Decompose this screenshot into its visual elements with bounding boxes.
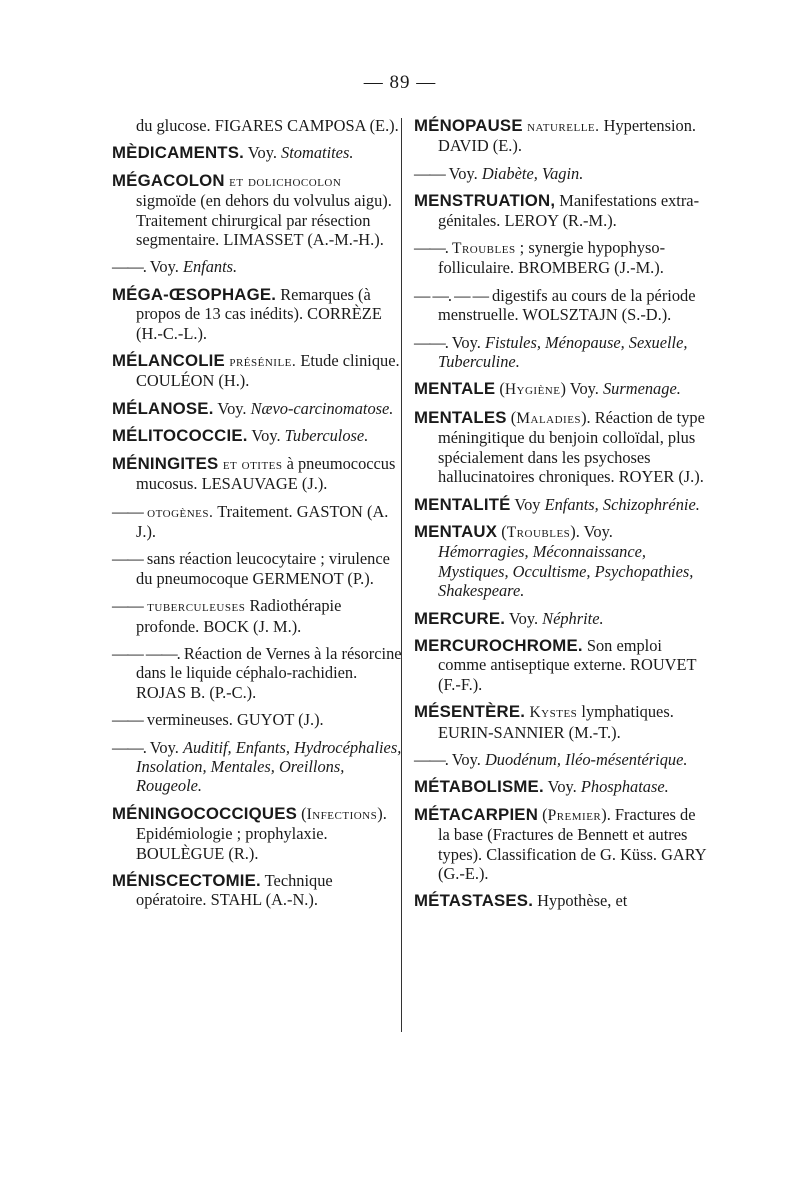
entry-text: ). Epidémiologie ; prophylaxie. BOULÈGUE (R.). xyxy=(136,803,387,863)
index-entry xyxy=(112,399,404,418)
index-entry xyxy=(112,116,404,135)
entry-smallcaps: Troubles xyxy=(506,523,571,541)
index-entry xyxy=(414,191,706,230)
index-entry xyxy=(414,379,706,399)
index-entry xyxy=(414,116,706,156)
index-entry xyxy=(112,143,404,162)
entry-text: Voy. xyxy=(145,257,183,277)
entry-text: Remarques (à propos de 13 cas inédits). CORRÈZE (H.-C.-L.). xyxy=(136,284,382,343)
entry-text: Technique opératoire. STAHL (A.-N.). xyxy=(136,871,333,910)
entry-reference: Nævo-carcinomatose. xyxy=(250,398,394,418)
entry-headword: MÉNINGITES xyxy=(112,453,219,473)
index-entry xyxy=(112,426,404,445)
entry-text: Voy. xyxy=(244,143,282,163)
index-entry xyxy=(414,891,706,910)
entry-smallcaps: tuberculeuses xyxy=(142,598,246,616)
index-entry xyxy=(414,333,706,372)
entry-text: Voy. xyxy=(145,737,183,757)
entry-text: vermineuses. GUYOT (J.). xyxy=(142,710,324,730)
entry-text: ). Fractures de la base (Fractures de Bennett et autres types). Classification de G. Küss. GARY (G.-E.). xyxy=(438,804,706,883)
entry-repeat-dash: —— xyxy=(414,163,445,183)
entry-text: Radiothérapie profonde. BOCK (J. M.). xyxy=(136,596,342,636)
entry-text: Son emploi comme antiseptique externe. ROUVET (F.-F.). xyxy=(438,635,697,694)
entry-headword: MERCUROCHROME. xyxy=(414,635,583,655)
entry-text: ( xyxy=(495,379,505,399)
entry-text: Traitement. GASTON (A. J.). xyxy=(136,501,389,541)
entry-text: digestifs au cours de la période menstruelle. WOLSZTAJN (S.-D.). xyxy=(438,285,696,325)
entry-headword: MÉGA-ŒSOPHAGE. xyxy=(112,284,277,304)
index-entry xyxy=(112,710,404,729)
entry-text: Voy. xyxy=(543,777,581,797)
entry-headword: MÉNISCECTOMIE. xyxy=(112,871,261,890)
entry-reference: Enfants. xyxy=(182,257,238,277)
entry-text: Manifestations extra-génitales. LEROY (R.-M.). xyxy=(438,191,700,230)
entry-smallcaps: Maladies xyxy=(516,409,582,427)
index-entry xyxy=(414,777,706,796)
entry-reference: Duodénum, Iléo-mésentérique. xyxy=(484,749,688,769)
index-entry xyxy=(112,738,404,796)
entry-headword: MENTAUX xyxy=(414,521,498,541)
entry-text: ). Voy. xyxy=(570,521,613,541)
entry-repeat-dash: ——. xyxy=(414,749,448,769)
entry-text: Hypertension. DAVID (E.). xyxy=(438,116,697,156)
entry-headword: MÉTABOLISME. xyxy=(414,777,544,797)
entry-headword: MÉTACARPIEN xyxy=(414,804,539,824)
entry-text: Voy. xyxy=(213,398,251,418)
entry-smallcaps: et otites xyxy=(218,455,283,473)
entry-text: sans réaction leucocytaire ; virulence du pneumocoque GERMENOT (P.). xyxy=(136,549,390,588)
entry-text: ( xyxy=(297,803,307,823)
index-entry xyxy=(414,238,706,278)
entry-text: Voy xyxy=(510,494,545,514)
index-entry xyxy=(112,804,404,863)
entry-headword: MÉLANOSE. xyxy=(112,398,214,418)
entry-text: Voy. xyxy=(447,332,485,352)
entry-headword: MENTALES xyxy=(414,407,507,427)
entry-text: Réaction de Vernes à la résorcine dans le liquide céphalo-rachidien. ROJAS B. (P.-C.). xyxy=(136,643,402,702)
entry-headword: MENTALE xyxy=(414,379,496,399)
entry-headword: MÉSENTÈRE. xyxy=(414,702,526,722)
index-entry xyxy=(112,871,404,910)
index-entry xyxy=(112,171,404,250)
entry-smallcaps: présénile. xyxy=(224,353,297,371)
entry-smallcaps: Kystes xyxy=(525,704,578,722)
entry-text: du glucose. FIGARES CAMPOSA (E.). xyxy=(136,116,399,135)
entry-headword: MÉTASTASES. xyxy=(414,891,534,911)
index-entry xyxy=(414,750,706,769)
index-entry xyxy=(414,805,706,884)
index-entry xyxy=(112,502,404,542)
entry-smallcaps: Hygiène xyxy=(504,381,561,399)
entry-reference: Hémorragies, Méconnaissance, Mystiques, Occultisme, Psychopathies, Shakespeare. xyxy=(438,542,694,601)
entry-smallcaps: Premier xyxy=(547,806,602,824)
entry-repeat-dash: ——. xyxy=(112,737,146,757)
entry-text: Voy. xyxy=(505,608,543,628)
entry-text: Voy. xyxy=(447,749,485,769)
left-column xyxy=(112,116,404,918)
index-entry xyxy=(414,702,706,742)
entry-reference: Phosphatase. xyxy=(580,777,669,797)
index-entry xyxy=(414,495,706,514)
entry-reference: Tuberculose. xyxy=(284,426,369,446)
entry-text: lymphatiques. EURIN-SANNIER (M.-T.). xyxy=(438,702,674,742)
entry-reference: Auditif, Enfants, Hydrocéphalies, Insolation, Mentales, Oreillons, Rougeole. xyxy=(136,737,402,796)
entry-text: Voy. xyxy=(247,426,285,446)
entry-text: Voy. xyxy=(444,163,482,183)
index-entry xyxy=(112,285,404,343)
entry-repeat-dash: —— xyxy=(112,710,143,730)
index-entry xyxy=(112,351,404,391)
entry-headword: MERCURE. xyxy=(414,608,506,628)
entry-text: ( xyxy=(497,521,507,541)
index-entry xyxy=(112,549,404,588)
entry-headword: MÉGACOLON xyxy=(112,170,225,190)
entry-repeat-dash: — —. — — xyxy=(414,285,488,305)
entry-headword: MENSTRUATION, xyxy=(414,191,556,211)
entry-repeat-dash: ——. xyxy=(112,257,146,277)
index-entry xyxy=(112,257,404,276)
entry-reference: Néphrite. xyxy=(542,608,604,628)
index-entry xyxy=(414,636,706,694)
entry-text: Etude clinique. COULÉON (H.). xyxy=(136,351,400,391)
index-entry xyxy=(414,522,706,601)
entry-reference: Fistules, Ménopause, Sexuelle, Tuberculine. xyxy=(438,332,688,372)
entry-headword: MÈDICAMENTS. xyxy=(112,143,244,163)
right-column xyxy=(414,116,706,919)
entry-text: ) Voy. xyxy=(560,379,603,399)
entry-text: sigmoïde (en dehors du volvulus aigu). Traitement chirurgical par résection segmentaire. LIMASSET (A.-M.-H.). xyxy=(136,191,392,250)
entry-headword: MÉLANCOLIE xyxy=(112,351,225,371)
entry-repeat-dash: ——. xyxy=(414,332,448,352)
entry-repeat-dash: —— ——. xyxy=(112,643,180,663)
entry-smallcaps: et dolichocolon xyxy=(224,172,342,190)
entry-headword: MÉNINGOCOCCIQUES xyxy=(112,803,298,823)
entry-reference: Diabète, Vagin. xyxy=(481,163,584,183)
entry-smallcaps: Infections xyxy=(306,805,378,823)
index-entry xyxy=(112,596,404,636)
entry-repeat-dash: ——. xyxy=(414,238,448,258)
index-entry xyxy=(112,644,404,702)
page-number: — 89 — xyxy=(363,72,437,93)
entry-headword: MÉNOPAUSE xyxy=(414,116,523,135)
entry-smallcaps: otogènes. xyxy=(142,503,214,521)
entry-headword: MENTALITÉ xyxy=(414,494,511,514)
entry-text: ; synergie hypophyso-folliculaire. BROMBERG (J.-M.). xyxy=(438,238,666,278)
entry-reference: Enfants, Schizophrénie. xyxy=(544,494,700,514)
entry-text: ( xyxy=(538,804,548,824)
entry-repeat-dash: —— xyxy=(112,501,143,521)
entry-smallcaps: naturelle. xyxy=(522,118,600,135)
entry-repeat-dash: —— xyxy=(112,549,143,569)
entry-reference: Stomatites. xyxy=(281,143,354,163)
entry-text: Hypothèse, et xyxy=(533,891,628,911)
column-divider xyxy=(401,118,402,1032)
entry-text: ). Réaction de type méningitique du benjoin colloïdal, plus spécialement dans les psychoses hallucinatoires chroniques. ROYER (J.). xyxy=(438,407,705,487)
entry-text: ( xyxy=(506,407,517,427)
index-entry xyxy=(414,286,706,325)
index-entry xyxy=(414,609,706,628)
entry-text: à pneumococcus mucosus. LESAUVAGE (J.). xyxy=(136,453,396,494)
index-entry xyxy=(414,408,706,487)
entry-reference: Surmenage. xyxy=(602,379,681,399)
index-entry xyxy=(112,454,404,494)
entry-repeat-dash: —— xyxy=(112,596,143,616)
entry-headword: MÉLITOCOCCIE. xyxy=(112,426,248,446)
entry-smallcaps: Troubles xyxy=(447,240,516,258)
index-entry xyxy=(414,164,706,183)
